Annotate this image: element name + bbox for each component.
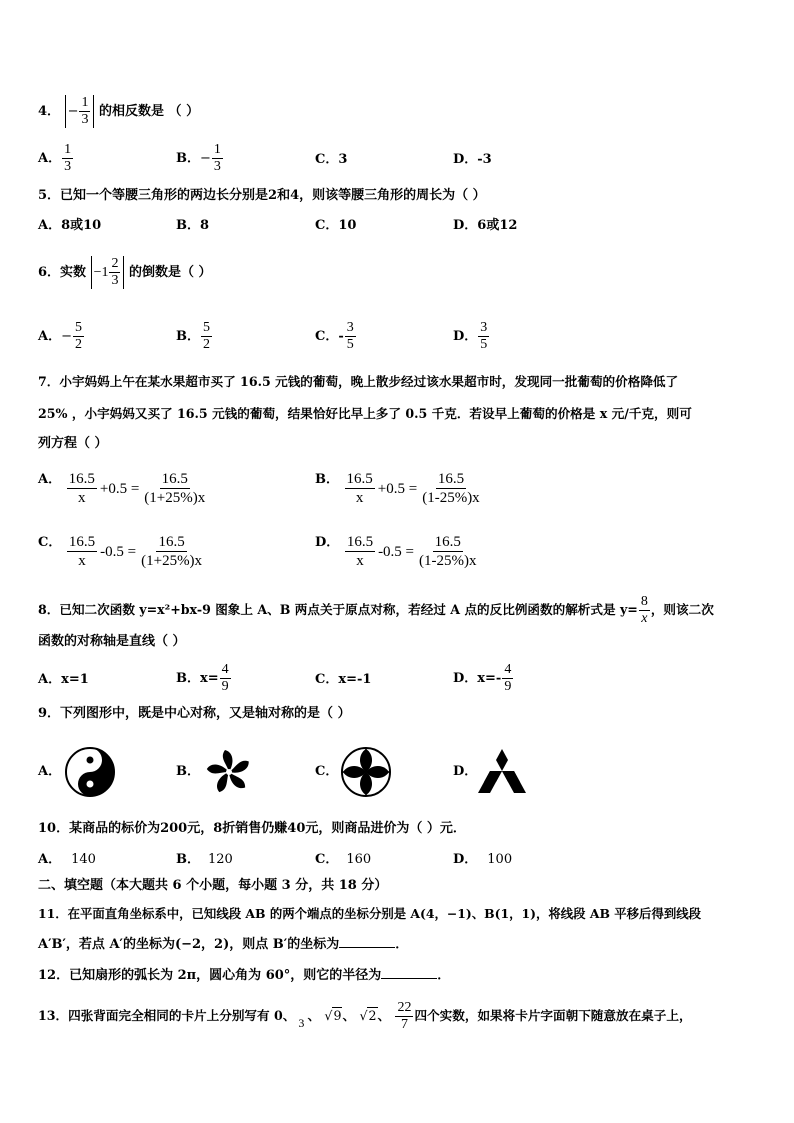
q13-three: 3 — [298, 1015, 305, 1030]
q8-frac-den: x — [641, 611, 648, 626]
q8-text2: ，则该二次 — [650, 602, 714, 617]
q10-a-label: A． — [38, 852, 62, 867]
q7-b-lhs — [345, 470, 375, 507]
q10-b-value: 120 — [208, 852, 233, 867]
q7-option-c[interactable] — [38, 533, 205, 570]
q7-c-rhs — [139, 533, 204, 570]
q10-stem: 10．某商品的标价为200元，8折销售仍赚40元，则商品进价为（ ）元． — [38, 821, 466, 836]
q13-stem — [38, 1000, 692, 1033]
q8-frac-num: 8 — [640, 594, 648, 609]
q7-d-rhs-num: 16.5 — [434, 534, 461, 550]
yin-yang-icon — [64, 746, 116, 798]
q7-a-lhs — [67, 470, 97, 507]
q9-option-d[interactable]: D． — [453, 764, 478, 779]
q6-b-den: 2 — [203, 337, 210, 352]
q4-a-num: 1 — [64, 142, 72, 157]
q11-end: ． — [395, 937, 409, 952]
q13-sqrt9-radicand: 9 — [333, 1008, 342, 1023]
q8-d-label: D．x=- — [453, 671, 502, 686]
q7-d-equation — [344, 533, 480, 570]
q8-option-b[interactable] — [176, 662, 232, 695]
q8-stem — [38, 594, 714, 627]
q7-b-label: B． — [315, 472, 339, 487]
q6-b-frac — [201, 320, 212, 353]
q7-c-lhs-den: x — [78, 553, 86, 569]
q4-option-d[interactable]: D．-3 — [453, 152, 492, 167]
q8-b-num: 4 — [221, 662, 229, 677]
q4-option-c[interactable]: C．3 — [315, 152, 348, 167]
q7-b-rhs-num: 16.5 — [437, 471, 465, 487]
q6-option-d[interactable] — [453, 320, 490, 353]
q7-c-op: -0.5 = — [100, 543, 137, 560]
q4-stem — [38, 95, 199, 128]
q4-b-minus: − — [200, 151, 211, 166]
q10-a-value: 140 — [71, 852, 96, 867]
q11-text: A′B′，若点 A′的坐标为(−2，2)，则点 B′的坐标为 — [38, 937, 340, 952]
q9-option-c[interactable]: C． — [315, 764, 339, 779]
q4-option-b[interactable] — [176, 142, 224, 175]
q6-frac-den: 3 — [111, 273, 119, 288]
q7-c-equation — [66, 533, 205, 570]
q11-line1: 11．在平面直角坐标系中，已知线段 AB 的两个端点的坐标分别是 A(4，−1)、B(1，1)，将线段 AB 平移后得到线段 — [38, 906, 702, 921]
q6-a-num: 5 — [75, 320, 82, 335]
q7-option-b[interactable] — [315, 470, 483, 507]
q7-a-rhs-den: (1+25%)x — [144, 490, 206, 506]
q6-b-num: 5 — [203, 320, 210, 335]
q7-b-rhs — [420, 470, 481, 507]
q5-option-d[interactable]: D．6或12 — [453, 218, 518, 233]
q13-pi-over-3 — [296, 1005, 306, 1029]
q6-c-den: 5 — [346, 337, 354, 352]
q6-stem — [38, 256, 212, 289]
q7-line2: 25% ，小宇妈妈又买了 16.5 元钱的葡萄，结果恰好比早上多了 0.5 千克．若设早上葡萄的价格是 x 元/千克，则可 — [38, 406, 692, 421]
circle-four-petal-icon — [340, 746, 392, 798]
q8-b-label: B．x= — [176, 671, 219, 686]
q4-number: 4． — [38, 104, 61, 119]
q8-b-den: 9 — [221, 679, 229, 694]
q7-d-lhs-den: x — [356, 553, 364, 569]
q7-a-lhs-num: 16.5 — [68, 471, 95, 487]
q6-d-den: 5 — [480, 337, 488, 352]
q4-option-a[interactable] — [38, 142, 74, 175]
q8-b-frac — [220, 662, 231, 695]
q7-line1: 7．小宇妈妈上午在某水果超市买了 16.5 元钱的葡萄，晚上散步经过该水果超市时，发现同一批葡萄的价格降低了 — [38, 374, 679, 389]
q6-abs-value — [91, 256, 125, 289]
q7-b-equation — [344, 470, 483, 507]
q12-text: 12．已知扇形的弧长为 2π，圆心角为 60°，则它的半径为 — [38, 968, 382, 983]
q10-option-a[interactable] — [38, 850, 96, 870]
q13-pi: π — [298, 1003, 305, 1018]
q6-c-minus: - — [338, 329, 344, 344]
q6-frac-num: 2 — [111, 256, 119, 271]
q6-number: 6．实数 — [38, 265, 87, 280]
q13-sqrt2-radicand: 2 — [368, 1008, 377, 1023]
q9-stem: 9．下列图形中，既是中心对称，又是轴对称的是（ ） — [38, 706, 351, 721]
q4-b-frac — [212, 142, 223, 175]
q6-c-num: 3 — [346, 320, 354, 335]
q7-a-lhs-den: x — [78, 490, 86, 506]
q4-fraction — [79, 95, 90, 128]
q8-d-den: 9 — [504, 679, 512, 694]
q4-b-den: 3 — [213, 159, 221, 174]
q10-c-label: C． — [315, 852, 339, 867]
q7-a-equation — [66, 470, 209, 507]
q10-option-c[interactable] — [315, 850, 371, 870]
q7-c-label: C． — [38, 535, 62, 550]
q8-option-c[interactable]: C．x=-1 — [315, 672, 372, 687]
q7-b-lhs-den: x — [355, 490, 364, 506]
q5-stem: 5．已知一个等腰三角形的两边长分别是2和4，则该等腰三角形的周长为（ ） — [38, 188, 486, 203]
q4-text: 的相反数是 （ ） — [99, 104, 200, 119]
q12-stem — [38, 966, 450, 986]
section-fill-in-title: 二、填空题（本大题共 6 个小题，每小题 3 分，共 18 分） — [38, 878, 388, 893]
q6-d-num: 3 — [480, 320, 488, 335]
q6-a-den: 2 — [75, 337, 82, 352]
q7-b-op: +0.5 = — [377, 480, 418, 497]
q13-sqrt2: √2 — [359, 1008, 377, 1023]
q4-b-num: 1 — [213, 142, 221, 157]
q6-c-label: C． — [315, 329, 339, 344]
q6-text: 的倒数是（ ） — [129, 265, 212, 280]
q8-text: 8．已知二次函数 y=x²+bx-9 图象上 A、B 两点关于原点对称，若经过 A 点的反比例函数的解析式是 y= — [38, 602, 638, 617]
q10-d-value: 100 — [487, 852, 513, 867]
q12-answer-blank[interactable] — [381, 966, 437, 979]
q13-frac-den: 7 — [400, 1017, 408, 1032]
q7-option-d[interactable] — [315, 533, 480, 570]
q4-b-label: B． — [176, 151, 200, 166]
q7-b-rhs-den: (1-25%)x — [422, 490, 480, 506]
q13-sep-2: 、 — [342, 1008, 356, 1023]
q7-line3: 列方程（ ） — [38, 436, 108, 451]
q13-frac-num: 22 — [397, 1000, 412, 1015]
q7-c-lhs-num: 16.5 — [68, 534, 96, 550]
q4-abs-value — [65, 95, 95, 128]
q6-a-frac — [73, 320, 84, 353]
q6-option-c[interactable] — [315, 320, 357, 353]
q4-frac-den: 3 — [81, 112, 89, 127]
q7-c-lhs — [67, 533, 97, 570]
q5-option-c[interactable]: C．10 — [315, 218, 357, 233]
q7-a-rhs-num: 16.5 — [161, 471, 188, 487]
q6-whole: −1 — [93, 265, 109, 280]
q6-option-a[interactable] — [38, 320, 85, 353]
q9-option-a[interactable]: A． — [38, 764, 62, 779]
q8-d-num: 4 — [504, 662, 512, 677]
q7-d-op: -0.5 = — [378, 543, 415, 560]
q7-b-lhs-num: 16.5 — [346, 471, 373, 487]
q11-line2 — [38, 935, 408, 955]
q8-d-frac — [502, 662, 513, 695]
q6-option-b[interactable] — [176, 320, 213, 353]
three-diamond-icon — [477, 748, 527, 794]
q8-option-a[interactable]: A．x=1 — [38, 672, 89, 687]
q10-d-label: D． — [453, 852, 478, 867]
q5-option-b[interactable]: B．8 — [176, 218, 210, 233]
q8-fraction — [639, 594, 650, 627]
q7-d-lhs-num: 16.5 — [346, 534, 374, 550]
q7-d-rhs-den: (1-25%)x — [419, 553, 477, 569]
q7-a-rhs — [142, 470, 207, 507]
q10-option-d[interactable] — [453, 850, 512, 870]
q8-option-d[interactable] — [453, 662, 514, 695]
q5-option-a[interactable]: A．8或10 — [38, 218, 102, 233]
q4-frac-num: 1 — [81, 95, 89, 110]
q9-option-b[interactable]: B． — [176, 764, 200, 779]
q13-text-end: 四个实数，如果将卡片字面朝下随意放在桌子上， — [414, 1008, 692, 1023]
q7-c-rhs-den: (1+25%)x — [141, 553, 203, 569]
q6-a-minus: − — [61, 329, 72, 344]
q6-d-frac — [478, 320, 489, 353]
q7-d-rhs — [417, 533, 478, 570]
q8-line2: 函数的对称轴是直线（ ） — [38, 634, 186, 649]
q7-d-label: D． — [315, 535, 340, 550]
q7-d-lhs — [345, 533, 375, 570]
q6-c-frac — [345, 320, 356, 353]
q10-c-value: 160 — [346, 852, 372, 867]
pinwheel-icon — [203, 746, 255, 798]
q7-c-rhs-num: 16.5 — [158, 534, 185, 550]
q11-answer-blank[interactable] — [339, 935, 395, 948]
q13-text-start: 13．四张背面完全相同的卡片上分别写有 0、 — [38, 1008, 296, 1023]
q6-a-label: A． — [38, 329, 62, 344]
q6-d-label: D． — [453, 329, 478, 344]
q10-b-label: B． — [176, 852, 200, 867]
q7-a-op: +0.5 = — [99, 480, 140, 497]
q4-minus: − — [67, 104, 79, 119]
q6-b-label: B． — [176, 329, 200, 344]
q4-a-frac — [62, 142, 73, 175]
q7-option-a[interactable] — [38, 470, 208, 507]
q4-a-den: 3 — [64, 159, 72, 174]
q10-option-b[interactable] — [176, 850, 233, 870]
q12-end: ． — [437, 968, 451, 983]
q13-sep-1: 、 — [307, 1008, 321, 1023]
q13-sep-3: 、 — [377, 1008, 391, 1023]
q13-fraction — [395, 1000, 413, 1033]
q7-a-label: A． — [38, 472, 62, 487]
q6-fraction — [109, 256, 120, 289]
q13-sqrt9: √9 — [324, 1008, 342, 1023]
q4-a-label: A． — [38, 151, 62, 166]
